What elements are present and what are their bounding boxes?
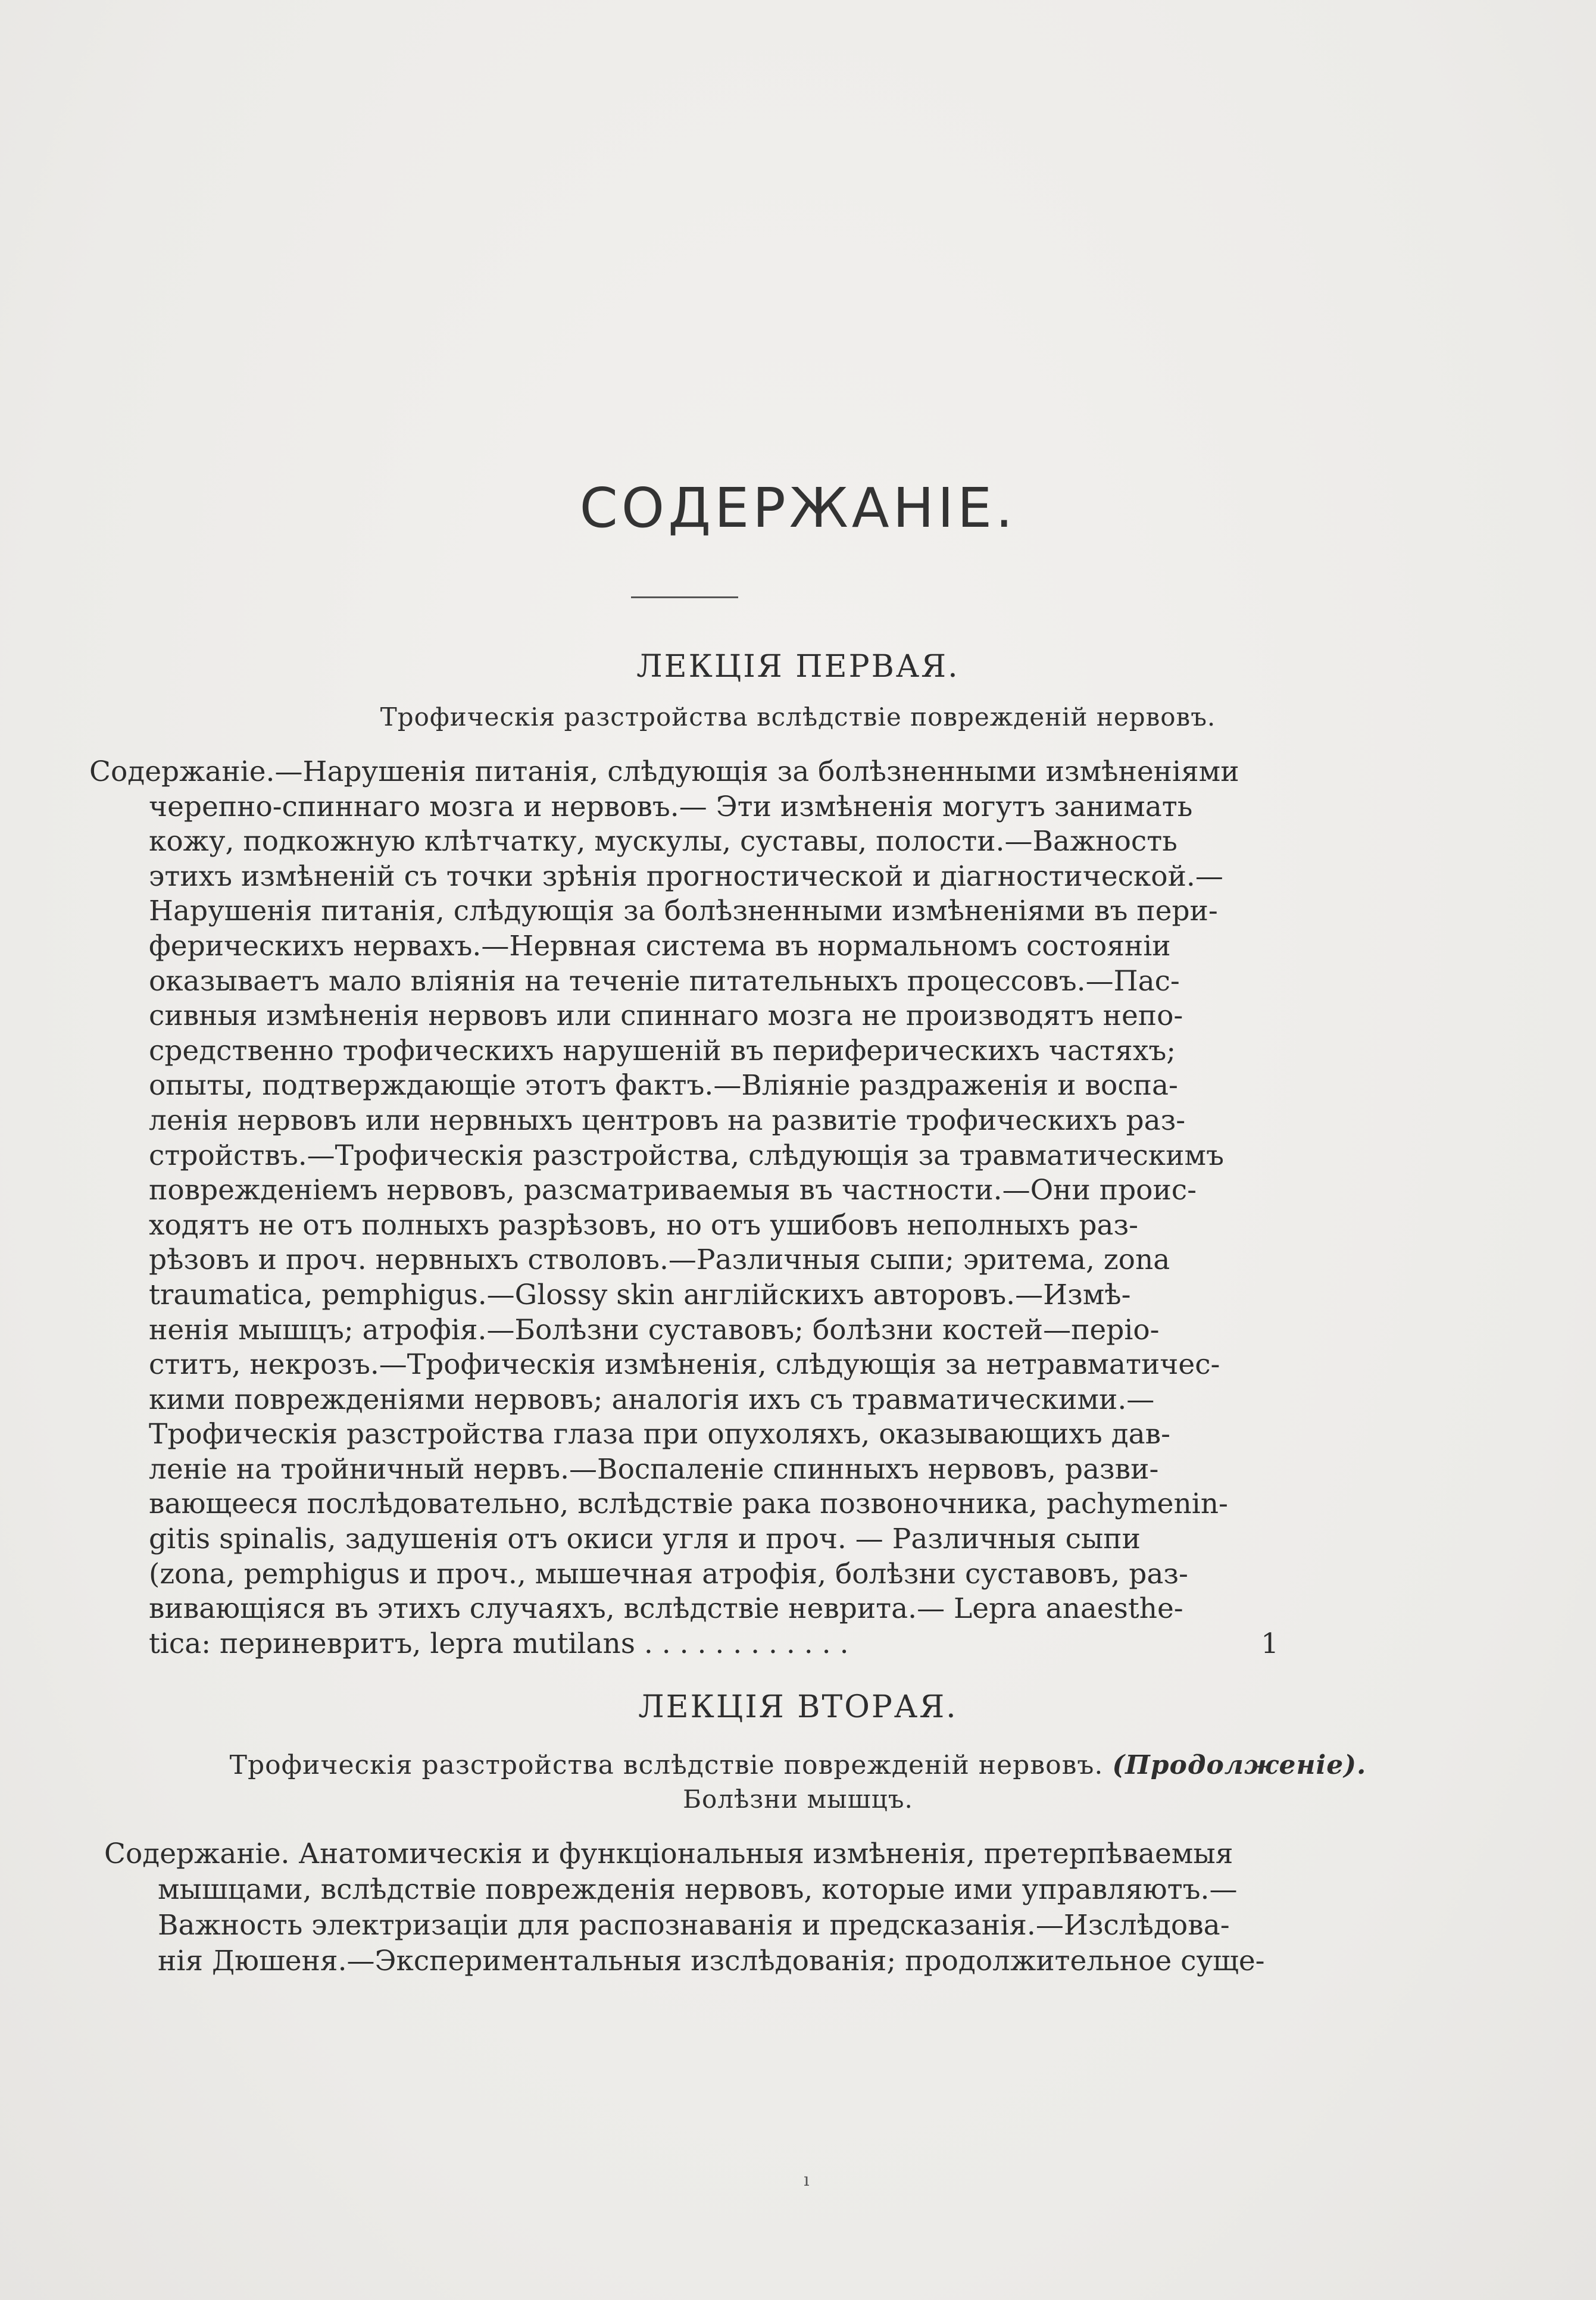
lecture-2-subtitle-2: Болѣзни мышцъ. — [683, 1785, 913, 1814]
contents-line-last — [89, 1627, 1286, 1662]
lecture-2-subtitle-line — [0, 1750, 1596, 1780]
title-divider — [631, 596, 738, 598]
contents-line: оказываетъ мало вліянія на теченіе питательныхъ процессовъ.—Пас- — [149, 964, 1180, 998]
page-title: СОДЕРЖАНІЕ. — [579, 476, 1017, 540]
lecture-1-subtitle: Трофическія разстройства вслѣдствіе поврежденій нервовъ. — [380, 702, 1216, 732]
contents-line: Содержаніе.—Нарушенія питанія, слѣдующія за болѣзненными измѣненіями — [89, 755, 1239, 788]
contents-line: черепно-спиннаго мозга и нервовъ.— Эти измѣненія могутъ занимать — [149, 790, 1193, 823]
contents-line: traumatica, pemphigus.—Glossy skin англійскихъ авторовъ.—Измѣ- — [149, 1278, 1131, 1311]
contents-line: (zona, pemphigus и проч., мышечная атрофія, болѣзни суставовъ, раз- — [149, 1557, 1188, 1590]
lecture-1-heading: ЛЕКЦІЯ ПЕРВАЯ. — [636, 649, 960, 685]
contents-line: опыты, подтверждающіе этотъ фактъ.—Вліяніе раздраженія и воспа- — [149, 1069, 1178, 1102]
contents-line: мышцами, вслѣдствіе поврежденія нервовъ, которые ими управляютъ.— — [158, 1873, 1238, 1906]
lecture-2-subtitle-continuation: (Продолженіе). — [1112, 1750, 1367, 1780]
contents-line: ферическихъ нервахъ.—Нервная система въ нормальномъ состояніи — [149, 929, 1171, 962]
contents-line: сивныя измѣненія нервовъ или спиннаго мозга не производятъ непо- — [149, 999, 1183, 1033]
contents-line: кожу, подкожную клѣтчатку, мускулы, суставы, полости.—Важность — [149, 825, 1178, 858]
contents-line: рѣзовъ и проч. нервныхъ стволовъ.—Различныя сыпи; эритема, zona — [149, 1243, 1170, 1277]
page-number: 1 — [1261, 1627, 1279, 1660]
lecture-1-contents — [89, 755, 1286, 1661]
contents-line: этихъ измѣненій съ точки зрѣнія прогностической и діагностической.— — [149, 860, 1223, 893]
contents-line: ненія мышцъ; атрофія.—Болѣзни суставовъ; болѣзни костей—періо- — [149, 1313, 1160, 1346]
lecture-2-subtitle: Трофическія разстройства вслѣдствіе поврежденій нервовъ. — [229, 1750, 1104, 1780]
contents-line: стройствъ.—Трофическія разстройства, слѣдующія за травматическимъ — [149, 1139, 1224, 1172]
contents-line: поврежденіемъ нервовъ, разсматриваемыя въ частности.—Они проис- — [149, 1174, 1197, 1207]
lecture-2-contents — [104, 1836, 1301, 1979]
contents-line: средственно трофическихъ нарушеній въ периферическихъ частяхъ; — [149, 1034, 1176, 1067]
contents-line: нія Дюшеня.—Экспериментальныя изслѣдованія; продолжительное суще- — [158, 1945, 1265, 1977]
contents-line: Нарушенія питанія, слѣдующія за болѣзненными измѣненіями въ пери- — [149, 895, 1218, 928]
contents-line: ленія нервовъ или нервныхъ центровъ на развитіе трофическихъ раз- — [149, 1104, 1186, 1137]
contents-line-text: tica: периневритъ, lepra mutilans . . . . . . . . . . . . — [149, 1627, 849, 1660]
lecture-2-heading: ЛЕКЦІЯ ВТОРАЯ. — [638, 1689, 958, 1725]
bottom-mark: ı — [804, 2170, 810, 2190]
contents-line: леніе на тройничный нервъ.—Воспаленіе спинныхъ нервовъ, разви- — [149, 1452, 1159, 1486]
contents-line: Содержаніе. Анатомическія и функціональныя измѣненія, претерпѣваемыя — [104, 1838, 1233, 1870]
contents-line: ститъ, некрозъ.—Трофическія измѣненія, слѣдующія за нетравматичес- — [149, 1348, 1220, 1382]
contents-line: Трофическія разстройства глаза при опухоляхъ, оказывающихъ дав- — [149, 1418, 1171, 1451]
contents-line: Важность электризаціи для распознаванія и предсказанія.—Изслѣдова- — [158, 1909, 1230, 1942]
contents-line: ходятъ не отъ полныхъ разрѣзовъ, но отъ ушибовъ неполныхъ раз- — [149, 1208, 1138, 1242]
contents-line: вающееся послѣдовательно, вслѣдствіе рака позвоночника, pachymenin- — [149, 1488, 1228, 1521]
contents-line: вивающіяся въ этихъ случаяхъ, вслѣдствіе неврита.— Lepra anaesthe- — [149, 1592, 1183, 1626]
contents-line: gitis spinalis, задушенія отъ окиси угля и проч. — Различныя сыпи — [149, 1523, 1141, 1556]
contents-line: кими поврежденіями нервовъ; аналогія ихъ съ травматическими.— — [149, 1383, 1155, 1416]
